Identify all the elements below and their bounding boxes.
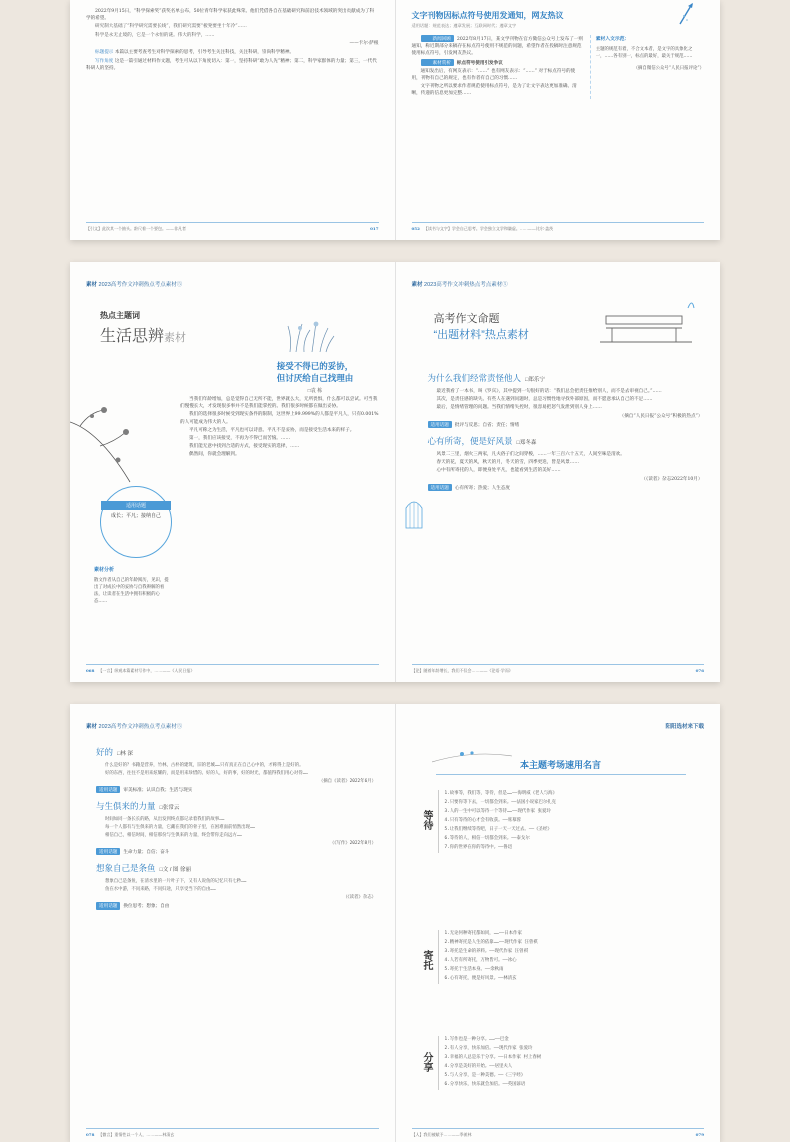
quote-group-waiting bbox=[416, 790, 706, 853]
quote-line: 2.只要你等下去，一切都会到来。——法国小说家巴尔扎克 bbox=[444, 800, 557, 805]
q2-tag: 适用话题 bbox=[428, 484, 452, 491]
quote-line: 3.幸福的人总是乐于分享。——日本作家 村上春树 bbox=[444, 1055, 542, 1060]
quote-line: 6.等待的人，相信一切都会到来。——泰戈尔 bbox=[444, 836, 530, 841]
para-4: 第一，我们应该接受，不再为不得已而苦恼。…… bbox=[189, 436, 291, 442]
footer bbox=[412, 222, 705, 232]
a2-author: □张常云 bbox=[159, 805, 180, 812]
material-heading: 标点符号使用引发争议 bbox=[456, 59, 503, 65]
footer-text: 【人】我们被赋予……——季羡林 bbox=[411, 1132, 472, 1137]
a1-author: □林 深 bbox=[117, 751, 133, 757]
page-number: 076 bbox=[695, 668, 704, 673]
group-3-label: 分享 bbox=[421, 1052, 432, 1072]
view-body: 这是一篇引通过材料作文题，考生可从以下角度切入：第一，坚持科研“敢为人先”精神；第二，科学家群体的力量；第三，一代代科研人的坚持。 bbox=[86, 59, 377, 72]
quote-2: 科学是永无止境的，它是一个永恒的谜。伟大的科学，…… bbox=[95, 32, 215, 38]
a1-tags: 审美标准；认识自我；生活与现实 bbox=[123, 788, 193, 793]
page-number: 052 bbox=[411, 226, 420, 231]
birdcage-icon bbox=[402, 492, 426, 532]
pen-icon bbox=[676, 2, 696, 26]
news-tag: 新闻回顾 bbox=[421, 35, 454, 42]
page-068 bbox=[70, 262, 396, 682]
page-number: 079 bbox=[695, 1132, 704, 1137]
quote-line: 1.无论何种寄托都如同，……——日本作家 bbox=[444, 931, 522, 936]
a3-sign: （《读者》杂志） bbox=[343, 895, 376, 901]
quote-line: 4.只有等待的心才会有收获。——席慕蓉 bbox=[444, 818, 521, 823]
header-brand: 素材 bbox=[86, 282, 98, 288]
page-header-text: 阳阳选材来下载 bbox=[665, 724, 704, 730]
topic-circle bbox=[100, 486, 172, 558]
quote-line: 6.分享快乐，快乐就会加倍。——英国谚语 bbox=[444, 1082, 526, 1087]
quote-group-trust bbox=[416, 930, 706, 984]
topic-title: 生活思辨 bbox=[100, 328, 165, 345]
side-heading: 素材入文示范： bbox=[595, 37, 630, 42]
a1-title: 好的 bbox=[96, 747, 114, 757]
quote-1: 研究制大基础了“科学研究需要长线”，我们研究需要“板凳要坐十年冷”…… bbox=[95, 24, 247, 30]
group-1-label: 等待 bbox=[421, 810, 432, 830]
footer bbox=[86, 664, 379, 674]
footer-text: 【论】随着年龄增长，我们不仅会……——《论语·学而》 bbox=[411, 668, 513, 673]
para-5: 我们能无意中找到合适的方式，接受现实的选择，…… bbox=[189, 444, 300, 450]
a3-body: 想象自己是条鱼，在清水里的一片叶子下，又有人说鱼的记忆只有七秒…… bbox=[105, 879, 247, 885]
quote-line: 5.寄托于生活本身。——余秋雨 bbox=[444, 967, 504, 972]
page-number: 068 bbox=[86, 668, 95, 673]
footer-text: 【引文】此次其一个抽头。龄尺着一个要包。——非凡者 bbox=[86, 226, 186, 231]
page-number: 078 bbox=[86, 1132, 95, 1137]
q2-title: 心有所寄，便是好风景 bbox=[427, 436, 513, 447]
grass-illustration-icon bbox=[270, 318, 350, 354]
q1-tags: 批评与反思；自省；责任；情绪 bbox=[454, 422, 520, 428]
footer-text: 【一言】纵观本篇素材写作中，……——《人民日报》 bbox=[98, 668, 195, 673]
q2-sign: （《读者》杂志2022年10月） bbox=[641, 476, 703, 482]
quote-line: 3.人的一生中可以等待一个等待……——现代作家 张爱玲 bbox=[444, 809, 551, 814]
a1-body: 什么是好的？书籍是营养，竹林，古朴的建筑，旧的老城……只有真正在自己心中的，才称得上是好的。 bbox=[105, 763, 304, 768]
header-brand: 素材 bbox=[86, 724, 98, 730]
footer-text: 【读书与文字】学会自己思考。学会独立文学和谦虚。……——比尔·盖茨 bbox=[423, 226, 554, 231]
page-017 bbox=[70, 0, 396, 240]
quote-line: 1.写作也是一种分享。……——巴金 bbox=[444, 1037, 509, 1042]
page-078: 素材 2023高考作文冲刺热点考点素材⑤ 好的 □林 深 什么是好的？书籍是营养，竹林，古朴的建筑，旧的老城……只有真正在自己心中的，才称得上是好的。 好的东西，往往不是用来炫耀的，而是用来珍惜的。好的人，好的事，好的时光，都值得我们用心对待…… （摘自《读者》2022年6月） 适用话题 审美标准；认识自我；生活与现实 与生俱来的力量 □张常云 时间如同一条长长的路，从出发到终点都记录着我们的故事…… 每一个人都有与生俱来的力量，它藏在我们的骨子里，在困难面前悄然出现…… 相信自己，相信时间，相信那份与生俱来的力量，终会带你走向远方…… （《写作》2022年8月） 适用话题 生命力量；自信；奋斗 想象自己是条鱼 □文 / 图 徐丽 想象自己是条鱼，在清水里的一片叶子下，又有人说鱼的记忆只有七秒…… 鱼在水中游，不问来路，不问归途，只享受当下的自由…… （《读者》杂志） 适用话题 换位思考；想象；自由 078 【微言】重情性以一个人，……——林清玄 bbox=[70, 704, 396, 1142]
topic-title-suffix: 素材 bbox=[164, 332, 187, 344]
circle-body: 成长；平凡；接纳自己 bbox=[110, 513, 161, 519]
a3-author: □文 / 图 徐丽 bbox=[159, 867, 191, 874]
a2-sign: （《写作》2022年8月） bbox=[329, 841, 376, 847]
page-header bbox=[86, 280, 182, 288]
group-2-label: 寄托 bbox=[421, 950, 432, 970]
footer bbox=[412, 1128, 705, 1138]
q2-body: 风景二三里，烟火三两家，凡夫俗子们之间穿梭，……一年三百六十五天，人间至味是清欢。 bbox=[436, 452, 625, 458]
a2-tag: 适用话题 bbox=[96, 848, 120, 855]
essay-title-1: 接受不得已的妥协， bbox=[276, 362, 354, 372]
q1-sign: （摘自“人民日报”公众号“积极的热点”） bbox=[619, 413, 703, 419]
page-052: 文字刊物因标点符号使用发通知，网友热议 适用话题：规范表达；遵章发展；互联网时代；遵章文字 新闻回顾 2022年8月17日，某文学刊物在官方微信公众号上发布了一则通知，称近期部分来稿存在标点符号使用不规范的问题，希望作者在投稿时注意规范使用标点符号，引发网友热议。 素材赏析 标点符号使用引发争议 通知发出后，有网友表示：“……” 也有网友表示：“……” 对于标点符号的使用，刊物有自己的规定，也有作者有自己的习惯…… 文字刊物之所以要求作者规范使用标点符号，是为了让文字表达更加准确、清晰，传递的信息更加完整…… 素材入文示范： 主题的规范有着，不合文本者，是文字的具象化之一，……各有别一，标点的最好，最关于规范…… （摘自微信公众号“人民日报评论”） 052 【读书与文字】学会自己思考。学会独立文学和谦虚。……——比尔·盖茨 bbox=[396, 0, 721, 240]
quote-line: 4.分享是美好的开始。——居里夫人 bbox=[444, 1064, 513, 1069]
page-header bbox=[412, 280, 508, 288]
para-1: 当我们年龄增加，总是觉得自己无所不能，世界就么大，无所畏惧，什么都可以尝试。可当我们慢慢长大，才发现很多事并不是我们能掌控的。我们很多时候都在做出妥协。 bbox=[180, 397, 378, 410]
quote-line: 5.让我们继续等待吧，日子一天一天过去。——《圣经》 bbox=[444, 827, 552, 832]
header-text: 2023高考作文冲刺热点考点素材⑤ bbox=[98, 724, 183, 730]
a3-tag: 适用话题 bbox=[96, 902, 120, 909]
quote-line: 7.你的世界在你的等待中。——鲁迅 bbox=[444, 845, 513, 850]
q2-tags: 心有所寄；热爱；人生态度 bbox=[454, 485, 511, 491]
a3-tags: 换位思考；想象；自由 bbox=[123, 904, 170, 910]
header-brand: 素材 bbox=[411, 282, 423, 288]
essay-title-2: 但讨厌给自己找理由 bbox=[276, 374, 354, 384]
circle-heading: 适用话题 bbox=[101, 501, 171, 510]
side-sign: （摘自微信公众号“人民日报评论”） bbox=[633, 65, 704, 71]
footer bbox=[86, 1128, 379, 1138]
a1-tag: 适用话题 bbox=[96, 786, 120, 793]
q1-author: □郑乐宁 bbox=[525, 377, 545, 383]
group-1-list bbox=[438, 790, 706, 853]
footer-text: 【微言】重情性以一个人，……——林清玄 bbox=[98, 1132, 175, 1137]
group-3-list bbox=[438, 1036, 706, 1090]
title-line-1: 高考作文命题 bbox=[433, 313, 500, 325]
quote-line: 2.有人分享，快乐加倍。——现代作家 张爱玲 bbox=[444, 1046, 533, 1051]
quote-group-share bbox=[416, 1036, 706, 1090]
para-6: 偶然间，你就会理解到。 bbox=[189, 452, 240, 458]
para-3: 平凡可称之为生活，平凡也可以诗意。平凡不是妥协，而是接受生活本来的样子。 bbox=[189, 427, 355, 433]
q1-title: 为什么我们经常责怪他人 bbox=[427, 373, 522, 383]
side-body: 主题的规范有着，不合文本者，是文字的具象化之一，……各有别一，标点的最好，最关于规范…… bbox=[595, 47, 693, 60]
footer bbox=[86, 222, 379, 232]
q1-body: 最近我看了一本书，叫《罗宾》，其中提到一句很好的话：“我们总会把责任推给别人，而不是去审视自己。”…… bbox=[436, 389, 662, 394]
side-heading: 素材分析 bbox=[94, 567, 115, 573]
a2-title: 与生俱来的力量 bbox=[96, 801, 156, 812]
article-meta: 适用话题：规范表达；遵章发展；互联网时代；遵章文字 bbox=[411, 23, 517, 28]
footer bbox=[412, 664, 705, 674]
header-text: 2023高考作文冲刺热点考点素材⑤ bbox=[98, 282, 183, 288]
spread-1 bbox=[70, 0, 720, 240]
title-line-2: “出题材料”热点素材 bbox=[433, 329, 529, 341]
q1-tag: 适用话题 bbox=[428, 421, 452, 428]
quote-sign: ——卡尔·萨根 bbox=[349, 40, 379, 46]
a1-sign: （摘自《读者》2022年6月） bbox=[318, 779, 376, 784]
tip-body: 本篇以主要考查考生对科学探索的思考，引导考生关注科技，关注科研，崇尚科学精神。 bbox=[114, 50, 295, 56]
para-2: 我们的选择很多时候受到现实条件的限制，这世界上99.999%的人都是平凡人，只有0.001%的人可能成为伟大的人。 bbox=[180, 412, 379, 425]
intro-text: 2022年9月15日，“科学探索奖”获奖名单公布，50位青年科学家获此殊荣。他们凭借各自在基础研究和前沿技术领域的突出贡献成为了科学的希望。 bbox=[86, 9, 375, 22]
group-2-list bbox=[438, 930, 706, 984]
article-title: 文字刊物因标点符号使用发通知，网友热议 bbox=[411, 11, 564, 20]
page-076: 素材 2023高考作文冲刺热点考点素材⑤ 高考作文命题 “出题材料”热点素材 为什么我们经常责怪他人 □郑乐宁 最近我看了一本书，叫《罗宾》，其中提到一句很好的话：“我们总会把责任推给别人，而不是去审视自己。”…… 其次，是责任感的缺失。有些人在遇到问题时，总是习惯性地寻找外部原因，而不愿意承认自己的不足…… 最后，是情绪管理的问题。当我们情绪失控时，很容易把怒气发泄到别人身上…… （摘自“人民日报”公众号“积极的热点”） 适用话题 批评与反思；自省；责任；情绪 心有所寄，便是好风景 □郑冬森 风景二三里，烟火三两家，凡夫俗子们之间穿梭，……一年三百六十五天，人间至味是清欢。 春天的花，夏天的风，秋天的月，冬天的雪，四季更迭，皆是风景…… 心中有所寄托的人，即便身处平凡，也能看到生活的美好…… （《读者》杂志2022年10月） 适用话题 心有所寄；热爱；人生态度 【论】随着年龄增长，我们不仅会……——《论语·学而》 076 bbox=[396, 262, 721, 682]
tip-heading: 标题提示 bbox=[95, 49, 114, 55]
a2-body: 时间如同一条长长的路，从出发到终点都记录着我们的故事…… bbox=[105, 817, 225, 823]
page-079 bbox=[396, 704, 721, 1142]
quote-line: 4.人若有所寄托，万物皆可。——冰心 bbox=[444, 958, 517, 963]
page-number: 017 bbox=[370, 226, 379, 231]
quote-line: 3.寄托是生命的养料。——现代作家 汪曾祺 bbox=[444, 949, 528, 954]
page-header bbox=[86, 722, 182, 730]
quote-line: 6.心有寄托，便是好风景。——林清玄 bbox=[444, 976, 517, 981]
a2-tags: 生命力量；自信；奋斗 bbox=[123, 850, 170, 856]
quotes-title: 本主题考场速用名言 bbox=[519, 760, 601, 770]
news-body: 2022年8月17日，某文学刊物在官方微信公众号上发布了一则通知，称近期部分来稿存在标点符号使用不规范的问题，希望作者在投稿时注意规范使用标点符号，引发网友热议。 bbox=[411, 37, 584, 57]
quote-line: 1.故事等，我们等，等待，但是……——海明威《老人与海》 bbox=[444, 791, 557, 796]
header-text: 2023高考作文冲刺热点考点素材⑤ bbox=[424, 282, 508, 288]
birds-wire-icon bbox=[432, 742, 512, 768]
material-tag: 素材赏析 bbox=[421, 59, 454, 66]
topic-label: 热点主题词 bbox=[100, 311, 140, 320]
essay-author: □袁 栋 bbox=[307, 388, 323, 394]
spread-3 bbox=[70, 704, 720, 1142]
view-heading: 写作角度 bbox=[95, 58, 114, 64]
a3-title: 想象自己是条鱼 bbox=[96, 863, 156, 874]
quote-line: 5.与人分享，是一种美德。——《三字经》 bbox=[444, 1073, 526, 1078]
side-body: 散文作者从自己的年龄阅历，见识，提出了对成长中的妥协与自我辩解的看法，让读者在生活中拥有积极的心态…… bbox=[94, 578, 169, 605]
bench-illustration-icon bbox=[596, 298, 696, 348]
spread-2 bbox=[70, 262, 720, 682]
q2-author: □郑冬森 bbox=[516, 440, 537, 447]
quote-line: 2.精神寄托是人生的依靠……——现代作家 汪曾祺 bbox=[444, 940, 538, 945]
